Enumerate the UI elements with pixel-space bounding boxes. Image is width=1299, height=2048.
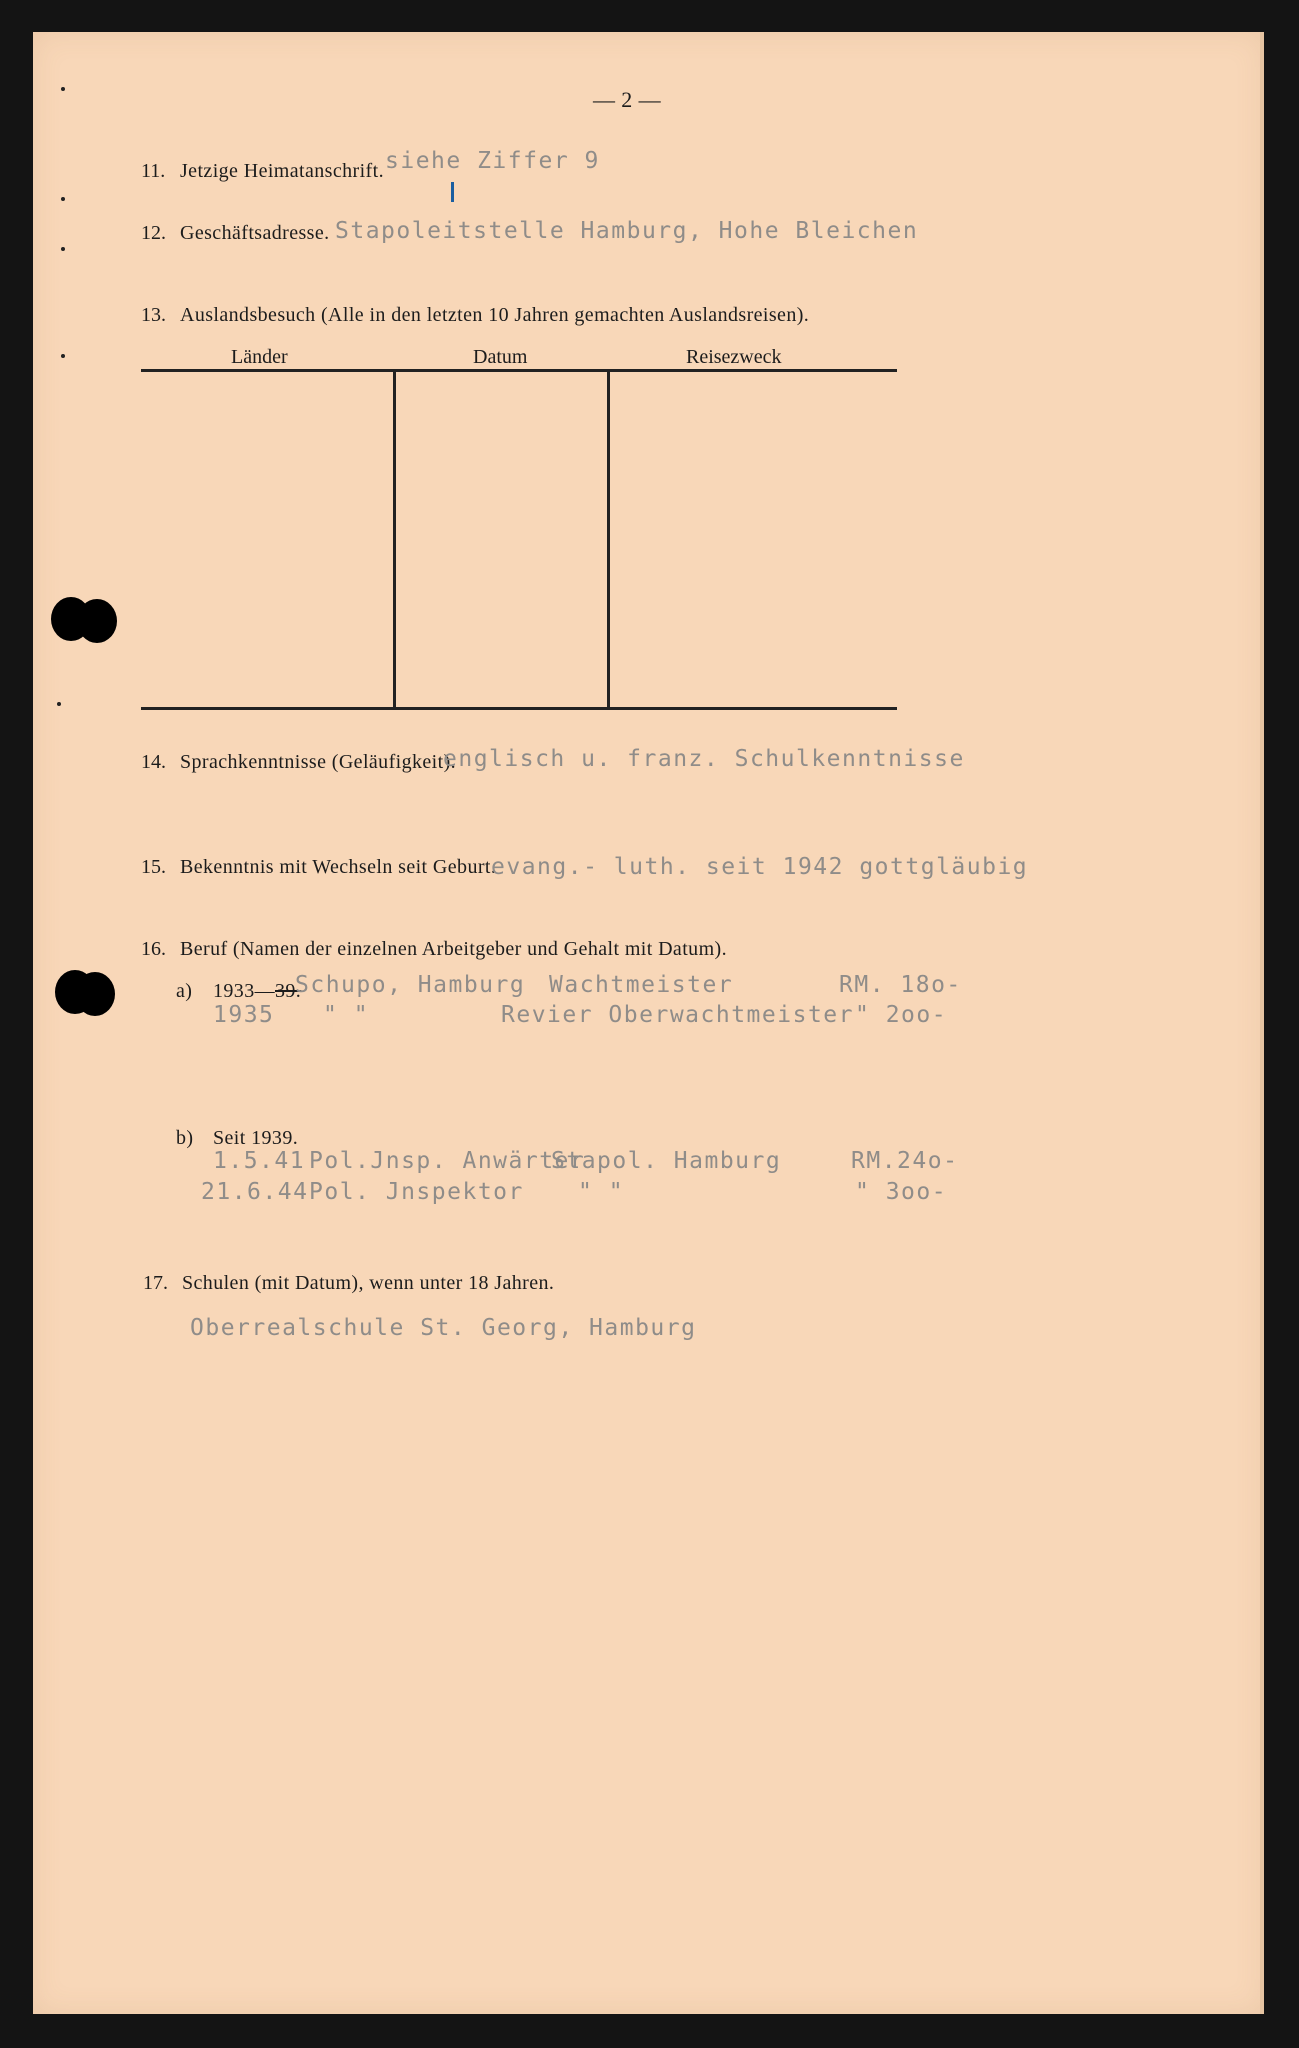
page-number: — 2 — xyxy=(593,87,661,112)
item-16a-struck-year: 39. xyxy=(275,980,302,1002)
item-16b-row1-date: 1.5.41 xyxy=(213,1148,306,1174)
travel-table-divider-1 xyxy=(393,372,396,708)
travel-table-header-purpose: Reisezweck xyxy=(686,346,782,368)
item-16a-row2-rank: Revier Oberwachtmeister xyxy=(501,1002,854,1028)
item-16b-row1-pay: RM.24o- xyxy=(851,1148,959,1174)
item-15-value: evang.- luth. seit 1942 gottgläubig xyxy=(491,854,1029,880)
item-13-label: Auslandsbesuch (Alle in den letzten 10 Jahren gemachten Auslandsreisen). xyxy=(180,304,810,326)
travel-table-top-rule xyxy=(141,369,897,372)
travel-table-header-countries: Länder xyxy=(231,346,288,368)
item-14-value: englisch u. franz. Schulkenntnisse xyxy=(443,746,965,772)
item-16a-years: 1933—39. xyxy=(213,980,302,1002)
item-16b-row2-position: Pol. Jnspektor xyxy=(309,1179,524,1205)
item-16b-row2-date: 21.6.44 xyxy=(201,1179,309,1205)
punch-hole xyxy=(75,972,115,1016)
item-16a-row2-pay: " 2oo- xyxy=(855,1002,948,1028)
travel-table-divider-2 xyxy=(607,372,610,708)
item-16b-row2-pay: " 3oo- xyxy=(855,1179,948,1205)
item-11-number: 11. xyxy=(141,160,166,182)
item-16-label: Beruf (Namen der einzelnen Arbeitgeber und Gehalt mit Datum). xyxy=(180,938,727,960)
item-12-value: Stapoleitstelle Hamburg, Hohe Bleichen xyxy=(335,218,919,244)
margin-speck xyxy=(61,197,65,201)
item-11-label: Jetzige Heimatanschrift. xyxy=(180,160,384,182)
item-15-label: Bekenntnis mit Wechseln seit Geburt. xyxy=(180,856,497,878)
item-14-number: 14. xyxy=(141,751,166,773)
item-12-number: 12. xyxy=(141,222,166,244)
margin-speck xyxy=(57,702,61,706)
item-16a-row1-rank: Wachtmeister xyxy=(549,972,734,998)
item-17-label: Schulen (mit Datum), wenn unter 18 Jahren. xyxy=(182,1272,555,1294)
item-16a-marker: a) xyxy=(176,980,193,1002)
item-16b-row1-position: Pol.Jnsp. Anwärter xyxy=(309,1148,586,1174)
item-14-label: Sprachkenntnisse (Geläufigkeit). xyxy=(180,751,457,773)
ink-tick-mark xyxy=(451,182,454,202)
punch-hole xyxy=(77,599,117,643)
item-17-value: Oberrealschule St. Georg, Hamburg xyxy=(190,1315,697,1341)
page-edge xyxy=(1260,32,1264,2014)
margin-speck xyxy=(61,354,65,358)
margin-speck xyxy=(61,87,65,91)
item-16b-row1-org: Stapol. Hamburg xyxy=(551,1148,782,1174)
travel-table-header-date: Datum xyxy=(473,346,528,368)
travel-table-bottom-rule xyxy=(141,707,897,710)
item-16-number: 16. xyxy=(141,938,166,960)
item-16a-row2-date: 1935 xyxy=(213,1002,275,1028)
item-16b-marker: b) xyxy=(176,1127,194,1149)
item-16a-row1-pay: RM. 18o- xyxy=(839,972,962,998)
item-16a-row2-employer: " " xyxy=(323,1002,370,1028)
item-15-number: 15. xyxy=(141,856,166,878)
document-page xyxy=(33,32,1264,2014)
item-16b-row2-org: " " xyxy=(578,1179,625,1205)
item-13-number: 13. xyxy=(141,304,166,326)
item-16a-row1-employer: Schupo, Hamburg xyxy=(295,972,526,998)
item-16b-label: Seit 1939. xyxy=(213,1127,299,1149)
item-11-value: siehe Ziffer 9 xyxy=(385,148,600,174)
item-12-label: Geschäftsadresse. xyxy=(180,222,330,244)
item-17-number: 17. xyxy=(143,1272,168,1294)
margin-speck xyxy=(61,247,65,251)
